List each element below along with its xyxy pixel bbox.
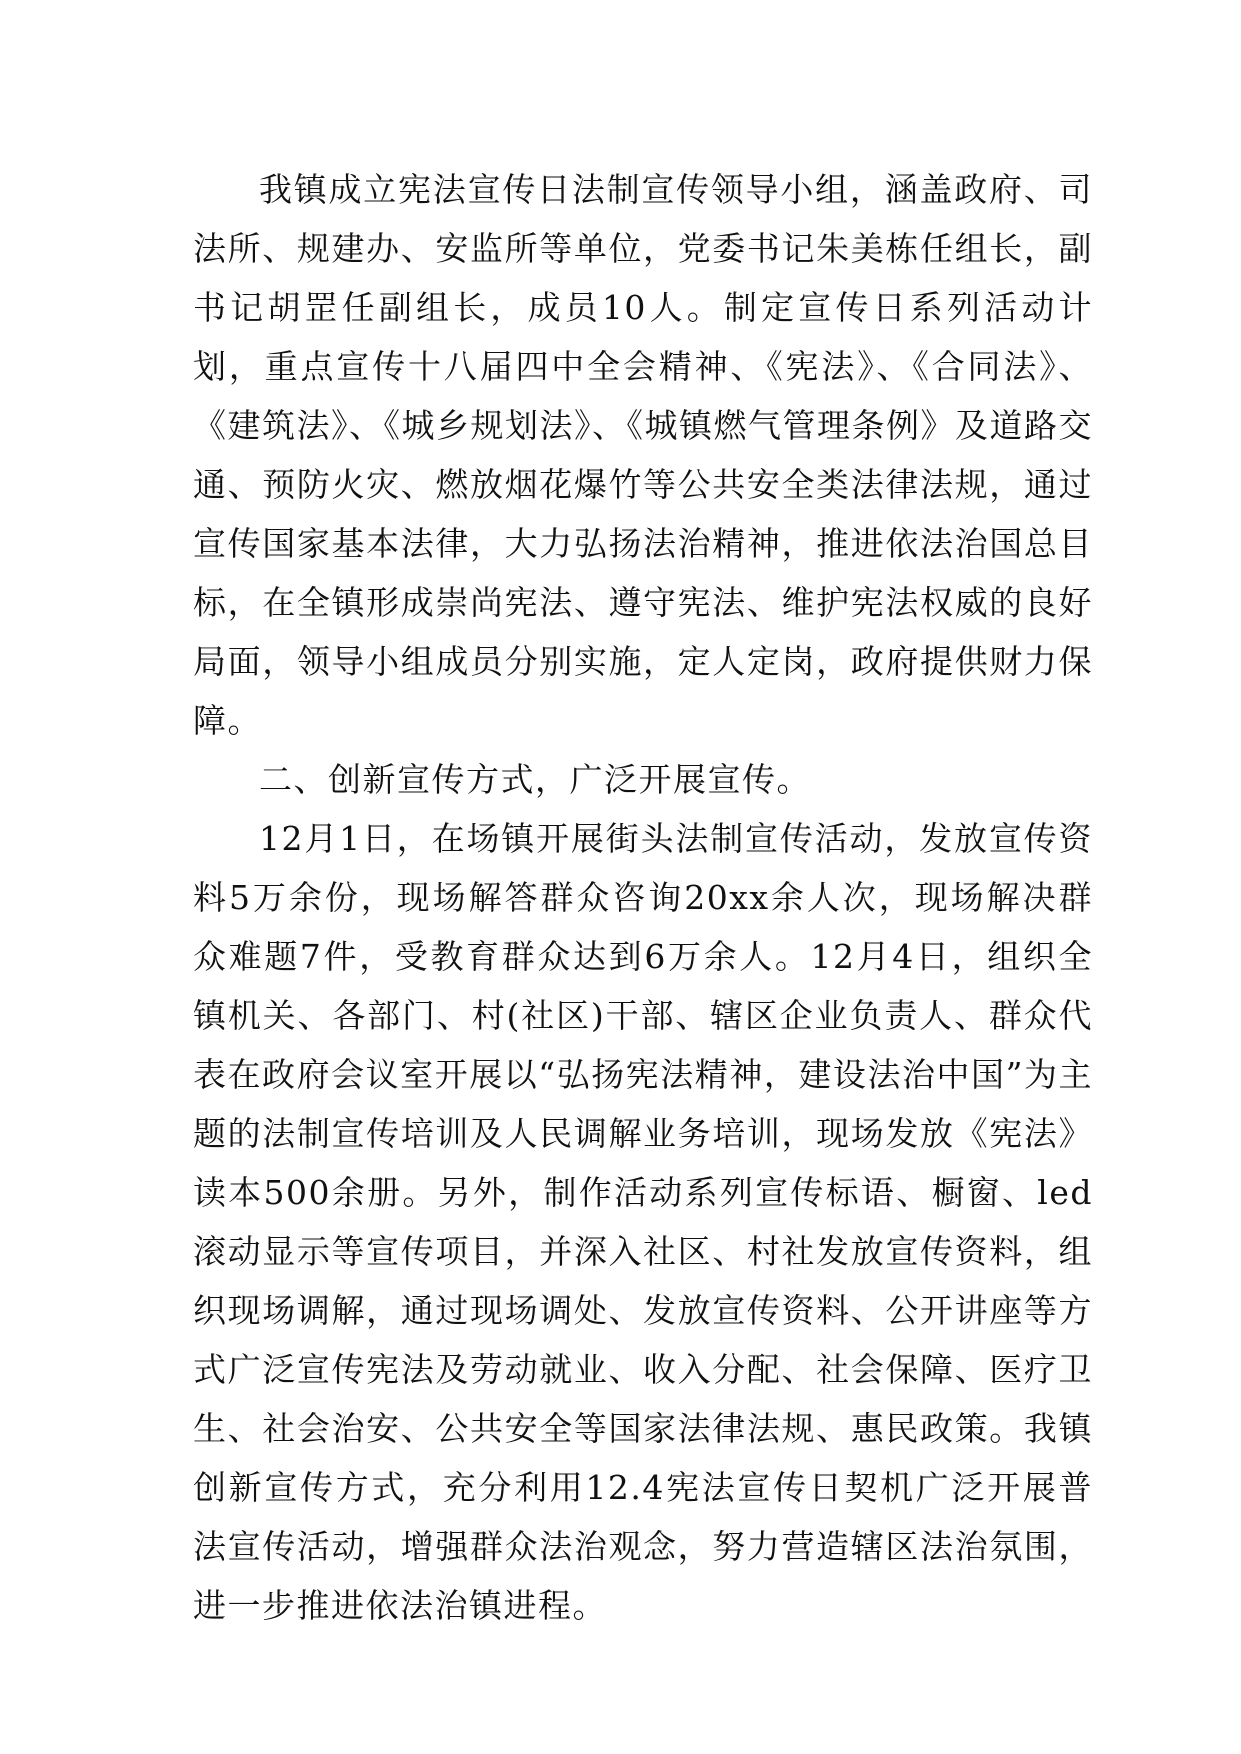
paragraph-leadership-group: 我镇成立宪法宣传日法制宣传领导小组，涵盖政府、司法所、规建办、安监所等单位，党委书记朱美栋任组长，副书记胡罡任副组长，成员10人。制定宣传日系列活动计划，重点宣传十八届四中全会精神、《宪法》、《合同法》、《建筑法》、《城乡规划法》、《城镇燃气管理条例》及道路交通、预防火灾、燃放烟花爆竹等公共安全类法律法规，通过宣传国家基本法律，大力弘扬法治精神，推进依法治国总目标，在全镇形成崇尚宪法、遵守宪法、维护宪法权威的良好局面，领导小组成员分别实施，定人定岗，政府提供财力保障。 bbox=[193, 170, 1093, 740]
section-heading-innovation: 二、创新宣传方式，广泛开展宣传。 bbox=[259, 760, 811, 799]
paragraph-activities: 12月1日，在场镇开展街头法制宣传活动，发放宣传资料5万余份，现场解答群众咨询20xx余人次，现场解决群众难题7件，受教育群众达到6万余人。12月4日，组织全镇机关、各部门、村(社区)干部、辖区企业负责人、群众代表在政府会议室开展以“弘扬宪法精神，建设法治中国”为主题的法制宣传培训及人民调解业务培训，现场发放《宪法》读本500余册。另外，制作活动系列宣传标语、橱窗、led滚动显示等宣传项目，并深入社区、村社发放宣传资料，组织现场调解，通过现场调处、发放宣传资料、公开讲座等方式广泛宣传宪法及劳动就业、收入分配、社会保障、医疗卫生、社会治安、公共安全等国家法律法规、惠民政策。我镇创新宣传方式，充分利用12.4宪法宣传日契机广泛开展普法宣传活动，增强群众法治观念，努力营造辖区法治氛围，进一步推进依法治镇进程。 bbox=[193, 819, 1093, 1625]
body-text bbox=[193, 160, 1093, 1635]
